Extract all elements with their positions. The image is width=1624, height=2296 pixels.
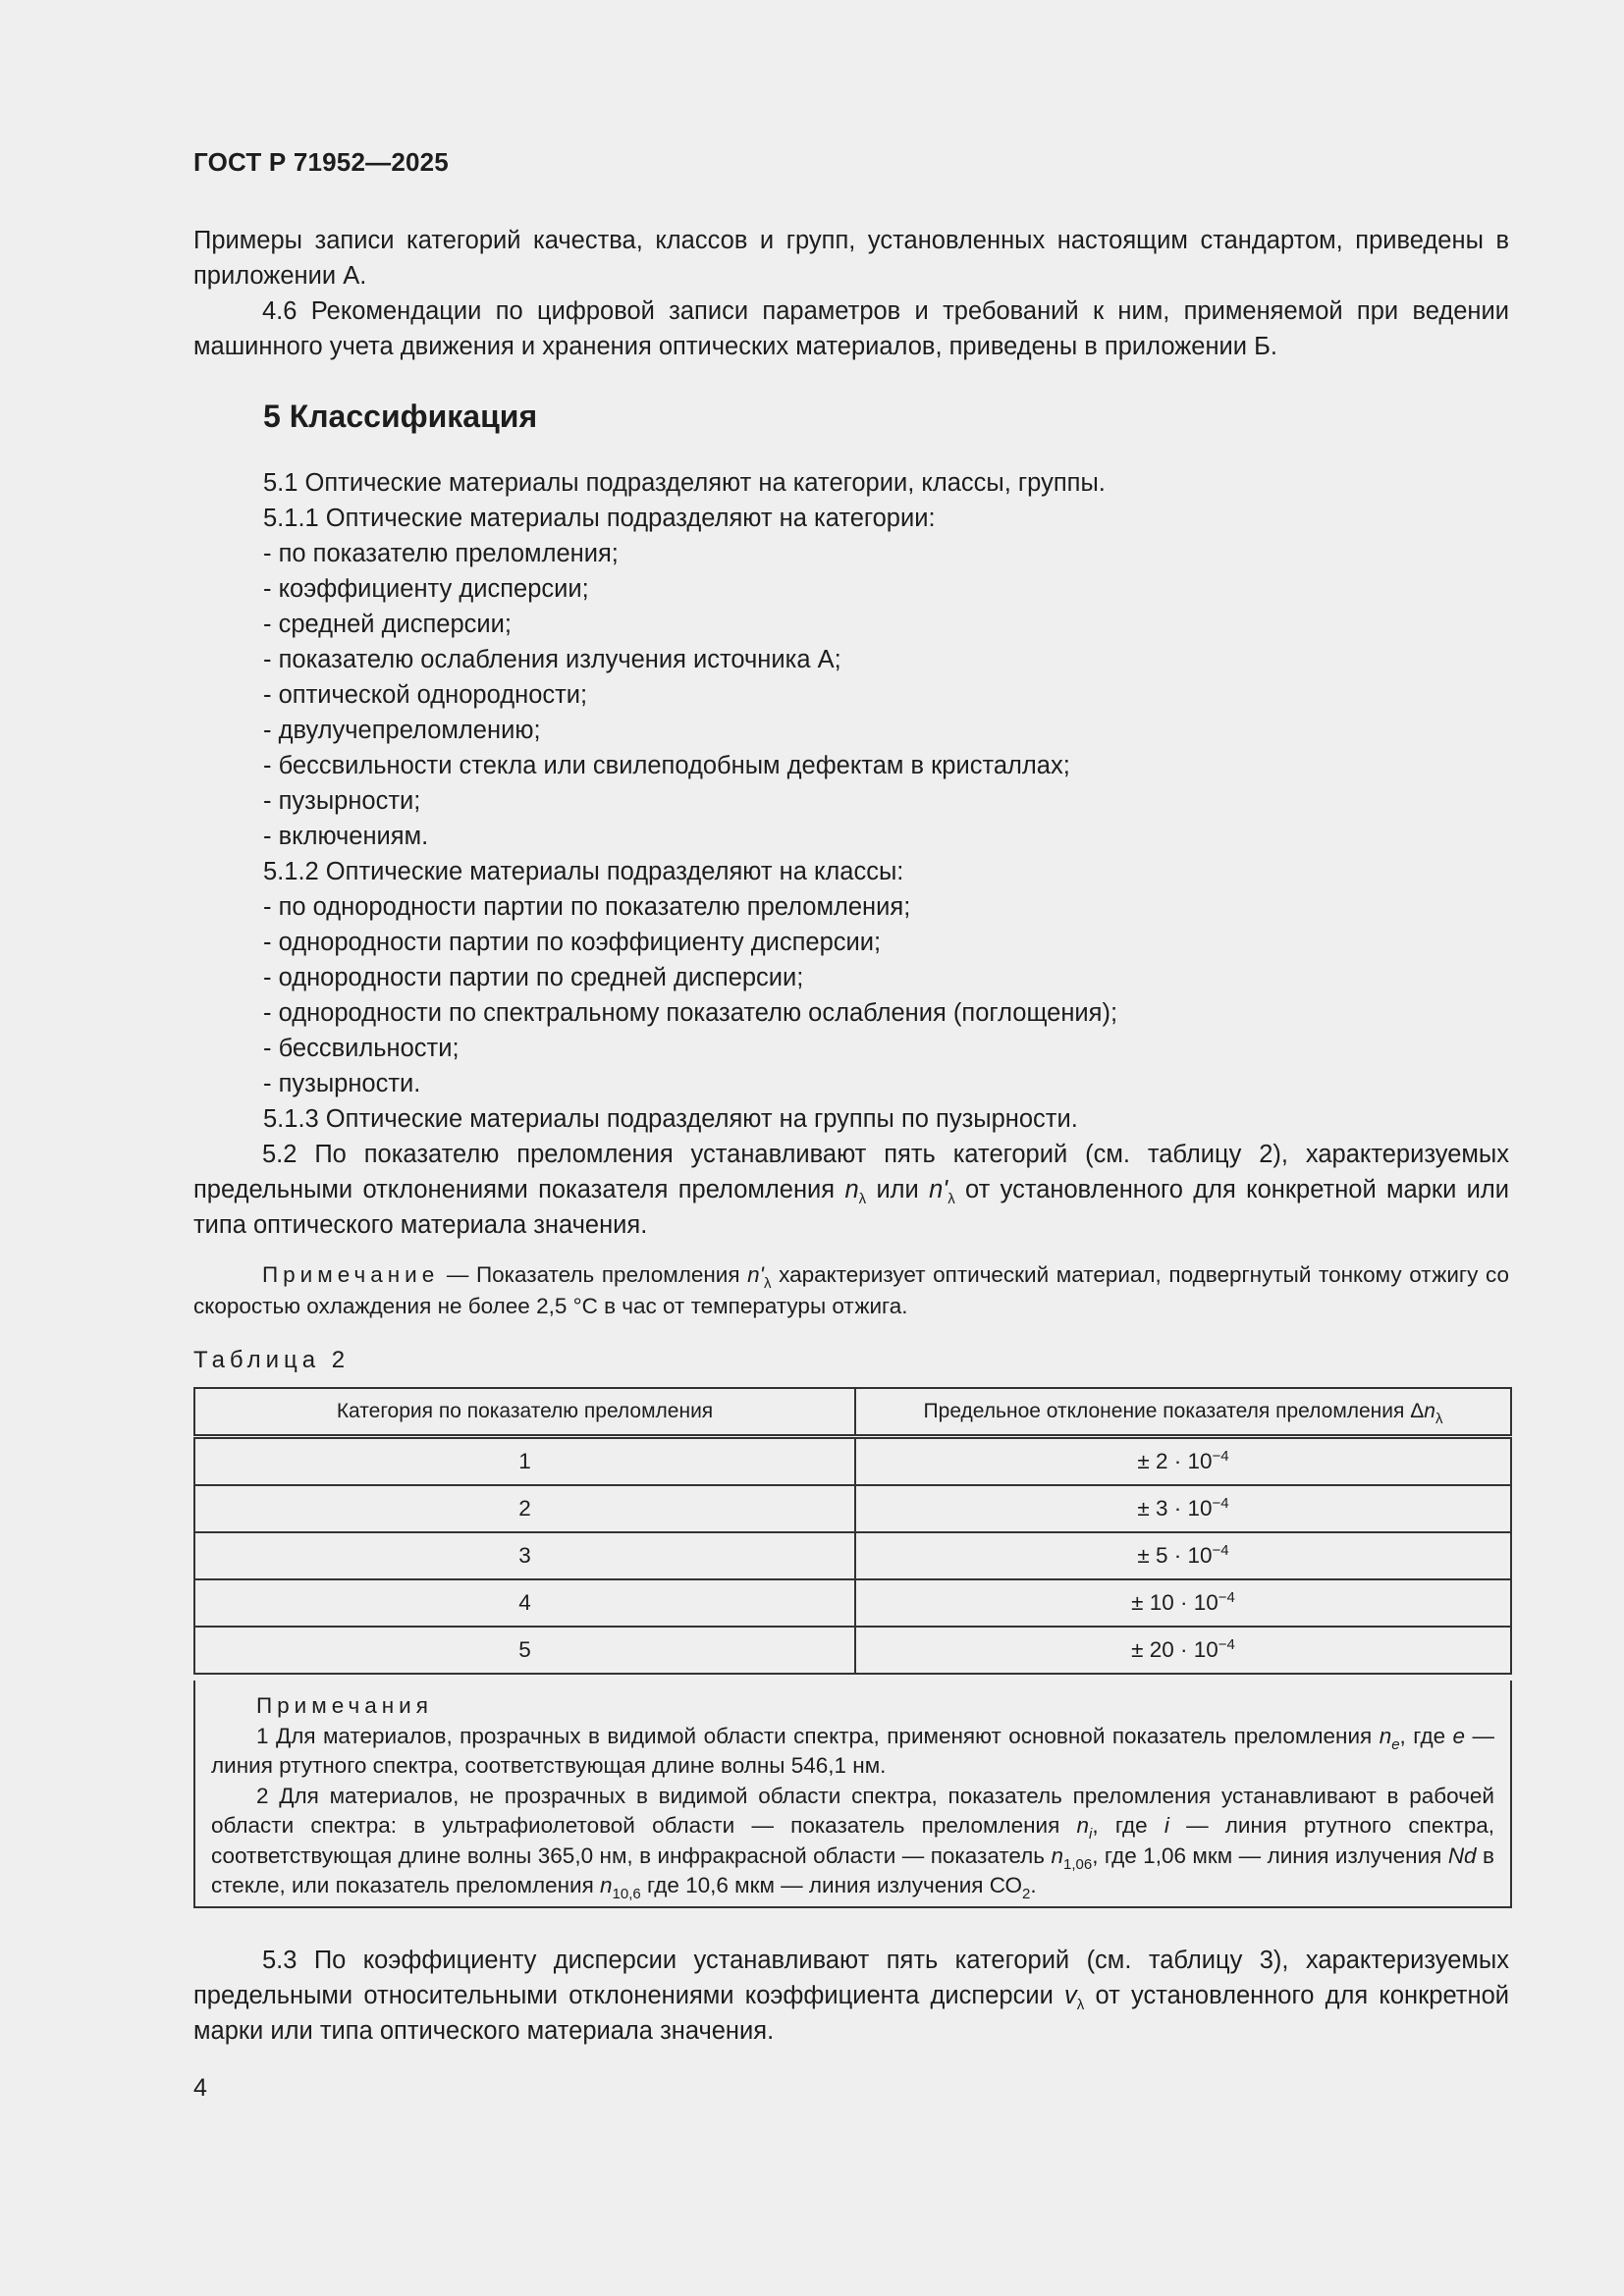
deviation-cell: ± $2 \cdot 10^{-4}$ xyxy=(855,1437,1511,1486)
table-note-1: 1 Для материалов, прозрачных в видимой области спектра, применяют основной показатель преломления $n_e$, где е — линия ртутного спектра, соответствующая длине волны 546,1 нм. xyxy=(211,1723,1494,1778)
paragraph-5-2: 5.2 По показателю преломления устанавливают пять категорий (см. таблицу 2), характеризуемых предельными отклонениями показателя преломления $n_\lambda$ или $n'_\lambda$ от установленного для конкретной марки или типа оптического материала значения. xyxy=(193,1141,1510,1239)
list-item: 5.1 Оптические материалы подразделяют на категории, классы, группы. xyxy=(263,469,1106,497)
deviation-cell: ± $3 \cdot 10^{-4}$ xyxy=(855,1485,1511,1532)
list-item: - по однородности партии по показателю преломления; xyxy=(263,893,911,921)
section-title: 5 Классификация xyxy=(263,399,538,434)
list-item: - показателю ослабления излучения источника А; xyxy=(263,646,841,673)
table-header-row xyxy=(194,1388,1511,1437)
category-cell: 5 xyxy=(194,1627,855,1674)
list-item: - пузырности. xyxy=(263,1070,421,1097)
table-notes-label: Примечания xyxy=(256,1693,433,1718)
table-2 xyxy=(193,1387,1512,1675)
table-row xyxy=(194,1485,1511,1532)
category-cell: 4 xyxy=(194,1579,855,1627)
list-item: - бессвильности стекла или свилеподобным дефектам в кристаллах; xyxy=(263,752,1070,779)
deviation-cell: ± $10 \cdot 10^{-4}$ xyxy=(855,1579,1511,1627)
list-item: - пузырности; xyxy=(263,787,421,815)
paragraph-5-3: 5.3 По коэффициенту дисперсии устанавливают пять категорий (см. таблицу 3), характеризуемых предельными относительными отклонениями коэффициента дисперсии $v_\lambda$ от установленного для конкретной марки или типа оптического материала значения. xyxy=(193,1947,1509,2045)
list-item: - коэффициенту дисперсии; xyxy=(263,575,589,603)
list-item: - однородности партии по коэффициенту дисперсии; xyxy=(263,929,882,956)
category-cell: 2 xyxy=(194,1485,855,1532)
list-item: 5.1.2 Оптические материалы подразделяют на классы: xyxy=(263,858,904,885)
table-row xyxy=(194,1627,1511,1674)
list-item: - оптической однородности; xyxy=(263,681,588,709)
list-item: - однородности партии по средней дисперсии; xyxy=(263,964,804,991)
table-notes xyxy=(193,1681,1512,1908)
category-cell: 1 xyxy=(194,1437,855,1486)
list-item: - бессвильности; xyxy=(263,1035,460,1062)
column-header-deviation: Предельное отклонение показателя преломления $\Delta n_\lambda$ xyxy=(855,1388,1511,1437)
table-caption: Таблица 2 xyxy=(193,1347,351,1373)
category-cell: 3 xyxy=(194,1532,855,1579)
intro-paragraph-1: Примеры записи категорий качества, классов и групп, установленных настоящим стандартом, приведены в приложении А. xyxy=(193,227,1509,290)
table-row xyxy=(194,1532,1511,1579)
intro-text xyxy=(193,223,1509,364)
note-paragraph: Примечание — Показатель преломления $n'_\lambda$ характеризует оптический материал, подвергнутый тонкому отжигу со скоростью охлаждения не более 2,5 °С в час от температуры отжига. xyxy=(193,1262,1509,1318)
classification-list xyxy=(263,465,1509,1137)
document-header: ГОСТ Р 71952—2025 xyxy=(193,147,449,177)
list-item: - включениям. xyxy=(263,823,429,850)
table-note-2: 2 Для материалов, не прозрачных в видимой области спектра, показатель преломления устанавливают в рабочей области спектра: в ультрафиолетовой области — показатель преломления $n_i$, где i — линия ртутного спектра, соответствующая длине волны 365,0 нм, в инфракрасной области — показатель $n_{1,06}$, где 1,06 мкм — линия излучения Nd в стекле, или показатель преломления $n_{10,6}$ где 10,6 мкм — линия излучения $СО_2$. xyxy=(211,1783,1495,1902)
list-item: 5.1.3 Оптические материалы подразделяют на группы по пузырности. xyxy=(263,1105,1078,1133)
list-item: - средней дисперсии; xyxy=(263,611,512,638)
list-item: - по показателю преломления; xyxy=(263,540,619,567)
table-row xyxy=(194,1579,1511,1627)
deviation-cell: ± $5 \cdot 10^{-4}$ xyxy=(855,1532,1511,1579)
page-number: 4 xyxy=(193,2074,207,2102)
intro-paragraph-4-6: 4.6 Рекомендации по цифровой записи параметров и требований к ним, применяемой при ведении машинного учета движения и хранения оптических материалов, приведены в приложении Б. xyxy=(193,297,1509,360)
column-header-category: Категория по показателю преломления xyxy=(194,1388,855,1437)
deviation-cell: ± $20 \cdot 10^{-4}$ xyxy=(855,1627,1511,1674)
note-label: Примечание xyxy=(262,1262,440,1287)
list-item: - однородности по спектральному показателю ослабления (поглощения); xyxy=(263,999,1118,1027)
table-row xyxy=(194,1437,1511,1486)
list-item: - двулучепреломлению; xyxy=(263,717,541,744)
list-item: 5.1.1 Оптические материалы подразделяют на категории: xyxy=(263,505,936,532)
